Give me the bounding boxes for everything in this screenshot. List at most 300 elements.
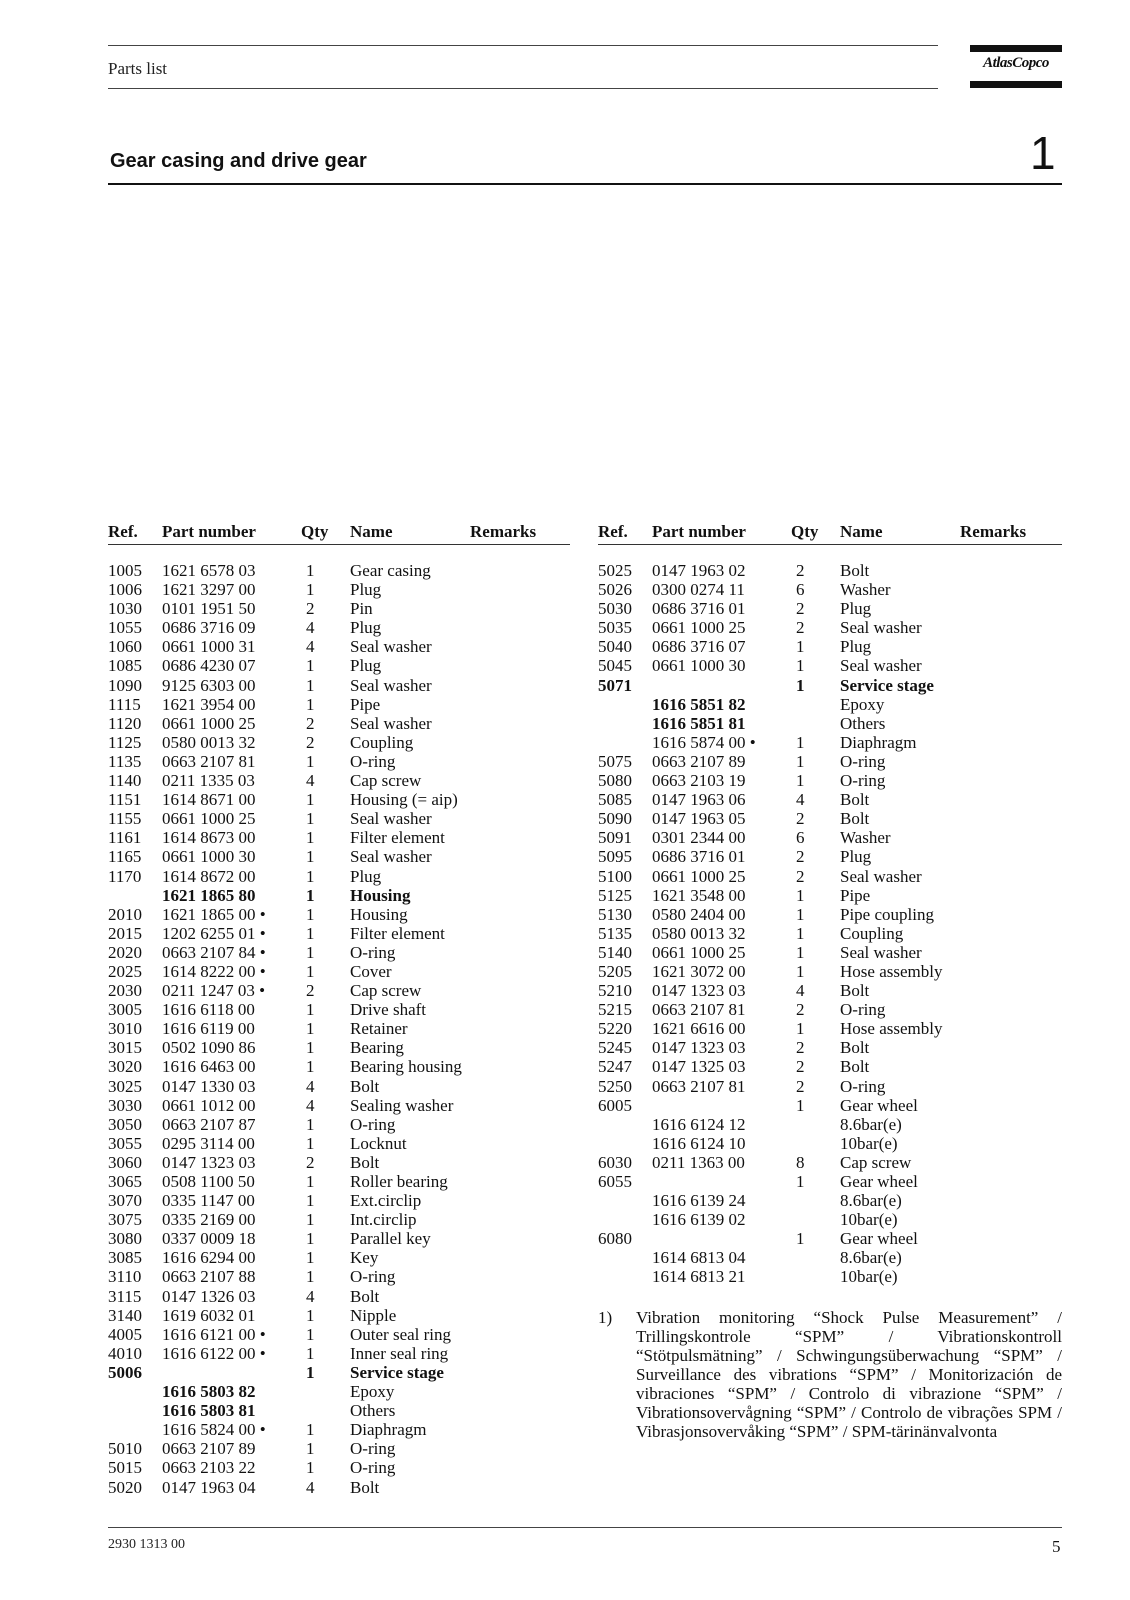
cell-ref: 2025 xyxy=(108,961,142,981)
cell-name: Others xyxy=(350,1401,396,1421)
table-row xyxy=(108,1325,570,1344)
cell-name: Housing (= aip) xyxy=(350,790,458,810)
table-row xyxy=(598,867,1062,886)
cell-qty: 1 xyxy=(796,1095,805,1115)
cell-part-number: 0661 1000 31 xyxy=(162,637,256,657)
cell-ref: 1125 xyxy=(108,732,142,752)
cell-part-number: 1621 3072 00 xyxy=(652,961,746,981)
cell-qty: 1 xyxy=(796,751,805,771)
cell-part-number: 0580 0013 32 xyxy=(162,732,256,752)
cell-name: Seal washer xyxy=(840,656,922,676)
cell-ref: 6055 xyxy=(598,1172,632,1191)
cell-qty: 1 xyxy=(306,561,315,580)
cell-part-number: 0663 2107 81 xyxy=(652,1000,746,1020)
cell-ref: 4010 xyxy=(108,1343,142,1363)
table-row xyxy=(108,771,570,790)
cell-name: Locknut xyxy=(350,1133,407,1153)
cell-part-number: 0337 0009 18 xyxy=(162,1229,256,1249)
cell-name: Bolt xyxy=(840,561,870,580)
cell-part-number: 0663 2107 89 xyxy=(652,751,746,771)
cell-part-number: 1614 8671 00 xyxy=(162,790,256,810)
cell-qty: 1 xyxy=(306,1229,315,1249)
table-row xyxy=(108,676,570,695)
cell-ref: 3140 xyxy=(108,1305,142,1325)
cell-name: Ext.circlip xyxy=(350,1191,422,1211)
cell-name: Bolt xyxy=(840,790,870,810)
cell-qty: 2 xyxy=(796,618,805,638)
table-row xyxy=(108,1172,570,1191)
table-row xyxy=(108,905,570,924)
cell-ref: 1155 xyxy=(108,809,142,829)
logo-bar-bottom xyxy=(970,81,1062,88)
table-row xyxy=(598,828,1062,847)
cell-ref: 3005 xyxy=(108,1000,142,1020)
cell-name: Seal washer xyxy=(840,618,922,638)
cell-name: Plug xyxy=(350,656,382,676)
cell-ref: 3115 xyxy=(108,1286,142,1306)
cell-name: Bearing housing xyxy=(350,1057,462,1077)
cell-qty: 1 xyxy=(306,1324,315,1344)
cell-name: Drive shaft xyxy=(350,1000,427,1020)
cell-ref: 3110 xyxy=(108,1267,142,1287)
cell-qty: 1 xyxy=(796,1019,805,1039)
cell-name: Service stage xyxy=(840,675,934,695)
cell-name: Plug xyxy=(350,580,382,600)
table-row xyxy=(598,1248,1062,1267)
cell-qty: 4 xyxy=(796,981,805,1001)
table-row xyxy=(108,1229,570,1248)
cell-qty: 1 xyxy=(306,866,315,886)
table-header xyxy=(598,522,1062,545)
table-row xyxy=(108,981,570,1000)
cell-ref: 5135 xyxy=(598,923,632,943)
cell-part-number: 0335 1147 00 xyxy=(162,1191,255,1211)
cell-qty: 1 xyxy=(306,580,315,600)
table-row xyxy=(108,580,570,599)
header-qty: Qty xyxy=(791,522,819,541)
cell-name: Diaphragm xyxy=(350,1420,427,1440)
cell-part-number: 1614 8222 00 • xyxy=(162,961,266,981)
cell-part-number: 0686 3716 01 xyxy=(652,847,746,867)
logo-text: AtlasCopco xyxy=(983,55,1049,71)
cell-ref: 1120 xyxy=(108,713,142,733)
cell-name: Bearing xyxy=(350,1038,404,1058)
cell-ref: 5025 xyxy=(598,561,632,580)
cell-part-number: 0211 1363 00 xyxy=(652,1152,745,1172)
cell-part-number: 1616 6463 00 xyxy=(162,1057,256,1077)
cell-ref: 1030 xyxy=(108,599,142,619)
cell-part-number: 0663 2103 22 xyxy=(162,1458,256,1478)
table-row xyxy=(598,1267,1062,1286)
cell-name: Seal washer xyxy=(840,942,922,962)
table-row xyxy=(108,886,570,905)
cell-part-number: 0686 3716 09 xyxy=(162,618,256,638)
cell-qty: 1 xyxy=(306,1420,315,1440)
cell-qty: 2 xyxy=(796,599,805,619)
cell-name: O-ring xyxy=(350,1114,396,1134)
header-section: Parts list xyxy=(108,59,168,78)
cell-qty: 1 xyxy=(306,675,315,695)
table-row xyxy=(598,1210,1062,1229)
cell-ref: 1085 xyxy=(108,656,142,676)
cell-ref: 3055 xyxy=(108,1133,142,1153)
cell-qty: 1 xyxy=(306,1172,315,1191)
cell-ref: 5125 xyxy=(598,885,632,905)
cell-qty: 1 xyxy=(306,1267,315,1287)
cell-qty: 1 xyxy=(796,675,805,695)
cell-ref: 5045 xyxy=(598,656,632,676)
cell-ref: 6030 xyxy=(598,1152,632,1172)
cell-name: Seal washer xyxy=(350,675,432,695)
cell-ref: 1135 xyxy=(108,751,142,771)
table-row xyxy=(108,1458,570,1477)
cell-name: Inner seal ring xyxy=(350,1343,449,1363)
cell-qty: 1 xyxy=(306,904,315,924)
cell-part-number: 1616 6139 02 xyxy=(652,1210,746,1230)
table-row xyxy=(108,1439,570,1458)
cell-ref: 5030 xyxy=(598,599,632,619)
cell-qty: 6 xyxy=(796,828,805,848)
title-rule xyxy=(108,183,1062,185)
cell-name: 10bar(e) xyxy=(840,1267,898,1287)
table-row xyxy=(108,943,570,962)
cell-name: Epoxy xyxy=(350,1382,395,1402)
cell-qty: 2 xyxy=(306,713,315,733)
cell-name: O-ring xyxy=(840,1076,886,1096)
cell-name: Gear casing xyxy=(350,561,431,580)
cell-ref: 5075 xyxy=(598,751,632,771)
cell-part-number: 1621 6616 00 xyxy=(652,1019,746,1039)
cell-qty: 1 xyxy=(796,656,805,676)
cell-qty: 1 xyxy=(796,732,805,752)
cell-name: Bolt xyxy=(840,1057,870,1077)
cell-qty: 2 xyxy=(796,1076,805,1096)
table-row xyxy=(598,1096,1062,1115)
table-row xyxy=(108,1420,570,1439)
table-row xyxy=(598,656,1062,675)
cell-qty: 1 xyxy=(306,847,315,867)
cell-part-number: 0335 2169 00 xyxy=(162,1210,256,1230)
cell-part-number: 9125 6303 00 xyxy=(162,675,256,695)
table-row xyxy=(108,714,570,733)
table-row xyxy=(108,599,570,618)
cell-ref: 5040 xyxy=(598,637,632,657)
cell-ref: 3020 xyxy=(108,1057,142,1077)
cell-qty: 1 xyxy=(796,637,805,657)
cell-part-number: 1616 6124 10 xyxy=(652,1133,746,1153)
cell-qty: 1 xyxy=(796,904,805,924)
cell-ref: 1090 xyxy=(108,675,142,695)
cell-name: 8.6bar(e) xyxy=(840,1114,902,1134)
table-row xyxy=(108,1344,570,1363)
table-row xyxy=(108,618,570,637)
cell-name: Washer xyxy=(840,828,891,848)
footnote-number: 1) xyxy=(598,1308,613,1327)
cell-qty: 2 xyxy=(306,599,315,619)
table-row xyxy=(108,1401,570,1420)
cell-part-number: 0686 4230 07 xyxy=(162,656,256,676)
table-row xyxy=(108,790,570,809)
cell-ref: 5015 xyxy=(108,1458,142,1478)
cell-ref: 5100 xyxy=(598,866,632,886)
cell-ref: 3050 xyxy=(108,1114,142,1134)
cell-ref: 1006 xyxy=(108,580,142,600)
cell-part-number: 1614 8673 00 xyxy=(162,828,256,848)
cell-part-number: 0661 1000 30 xyxy=(162,847,256,867)
parts-table-left xyxy=(108,522,570,1497)
cell-part-number: 1616 5851 82 xyxy=(652,694,746,714)
table-row xyxy=(108,1210,570,1229)
cell-name: Filter element xyxy=(350,923,445,943)
cell-name: O-ring xyxy=(350,1439,396,1459)
footer-rule xyxy=(108,1527,1062,1528)
cell-part-number: 1616 6118 00 xyxy=(162,1000,255,1020)
table-row xyxy=(108,809,570,828)
cell-qty: 2 xyxy=(306,732,315,752)
cell-ref: 5020 xyxy=(108,1477,142,1497)
cell-ref: 1005 xyxy=(108,561,142,580)
cell-qty: 1 xyxy=(796,771,805,791)
cell-ref: 5215 xyxy=(598,1000,632,1020)
cell-part-number: 1202 6255 01 • xyxy=(162,923,266,943)
table-row xyxy=(598,809,1062,828)
table-row xyxy=(598,1191,1062,1210)
cell-part-number: 0686 3716 01 xyxy=(652,599,746,619)
cell-ref: 2030 xyxy=(108,981,142,1001)
cell-part-number: 1619 6032 01 xyxy=(162,1305,256,1325)
table-row xyxy=(108,1077,570,1096)
cell-qty: 1 xyxy=(306,961,315,981)
cell-ref: 5010 xyxy=(108,1439,142,1459)
cell-name: Hose assembly xyxy=(840,961,943,981)
cell-part-number: 1621 3954 00 xyxy=(162,694,256,714)
cell-name: Plug xyxy=(350,866,382,886)
cell-part-number: 0661 1012 00 xyxy=(162,1095,256,1115)
cell-qty: 1 xyxy=(306,885,315,905)
cell-part-number: 1614 6813 21 xyxy=(652,1267,746,1287)
cell-qty: 1 xyxy=(306,1248,315,1268)
cell-name: O-ring xyxy=(840,751,886,771)
cell-ref: 2010 xyxy=(108,904,142,924)
cell-part-number: 1614 6813 04 xyxy=(652,1248,746,1268)
cell-name: O-ring xyxy=(350,942,396,962)
header-rule-top xyxy=(108,45,938,46)
table-row xyxy=(598,905,1062,924)
header-part-number: Part number xyxy=(162,522,256,541)
cell-ref: 5095 xyxy=(598,847,632,867)
cell-name: Plug xyxy=(840,847,872,867)
header-ref: Ref. xyxy=(598,522,628,541)
cell-qty: 1 xyxy=(306,809,315,829)
cell-ref: 5205 xyxy=(598,961,632,981)
cell-qty: 6 xyxy=(796,580,805,600)
cell-name: Seal washer xyxy=(350,847,432,867)
cell-ref: 1161 xyxy=(108,828,142,848)
table-row xyxy=(108,695,570,714)
cell-qty: 1 xyxy=(306,1019,315,1039)
table-row xyxy=(598,1134,1062,1153)
cell-qty: 2 xyxy=(306,981,315,1001)
header-part-number: Part number xyxy=(652,522,746,541)
table-row xyxy=(108,1248,570,1267)
table-row xyxy=(108,1153,570,1172)
header-ref: Ref. xyxy=(108,522,138,541)
table-row xyxy=(598,561,1062,580)
table-row xyxy=(108,924,570,943)
cell-part-number: 0580 2404 00 xyxy=(652,904,746,924)
table-row xyxy=(108,752,570,771)
cell-ref: 5026 xyxy=(598,580,632,600)
cell-name: Gear wheel xyxy=(840,1172,918,1191)
cell-part-number: 1621 1865 00 • xyxy=(162,904,266,924)
page-title: Gear casing and drive gear xyxy=(110,150,367,172)
cell-name: Retainer xyxy=(350,1019,408,1039)
cell-ref: 5091 xyxy=(598,828,632,848)
cell-qty: 4 xyxy=(306,1477,315,1497)
cell-name: Seal washer xyxy=(350,809,432,829)
chapter-number: 1 xyxy=(1030,127,1056,179)
cell-part-number: 0147 1323 03 xyxy=(162,1152,256,1172)
cell-part-number: 1616 6124 12 xyxy=(652,1114,746,1134)
cell-qty: 1 xyxy=(796,1229,805,1249)
header-remarks: Remarks xyxy=(960,522,1027,541)
cell-ref: 5245 xyxy=(598,1038,632,1058)
table-row xyxy=(108,1478,570,1497)
cell-qty: 2 xyxy=(796,561,805,580)
cell-part-number: 0101 1951 50 xyxy=(162,599,256,619)
header-name: Name xyxy=(350,522,393,541)
cell-name: Int.circlip xyxy=(350,1210,417,1230)
cell-name: O-ring xyxy=(350,1458,396,1478)
table-row xyxy=(108,867,570,886)
cell-name: Bolt xyxy=(350,1152,380,1172)
table-row xyxy=(598,771,1062,790)
cell-part-number: 0663 2107 81 xyxy=(162,751,256,771)
table-row xyxy=(108,1267,570,1286)
header-remarks: Remarks xyxy=(470,522,537,541)
cell-name: Bolt xyxy=(840,809,870,829)
cell-name: Coupling xyxy=(840,923,904,943)
cell-ref: 5210 xyxy=(598,981,632,1001)
table-body xyxy=(598,561,1062,1287)
cell-qty: 1 xyxy=(306,1458,315,1478)
table-row xyxy=(598,886,1062,905)
cell-qty: 1 xyxy=(306,1439,315,1459)
cell-ref: 1060 xyxy=(108,637,142,657)
cell-name: 10bar(e) xyxy=(840,1133,898,1153)
table-row xyxy=(108,637,570,656)
cell-name: O-ring xyxy=(350,1267,396,1287)
cell-part-number: 0661 1000 25 xyxy=(652,866,746,886)
cell-part-number: 1616 5824 00 • xyxy=(162,1420,266,1440)
cell-name: Pipe coupling xyxy=(840,904,934,924)
cell-name: Plug xyxy=(350,618,382,638)
cell-part-number: 0663 2107 88 xyxy=(162,1267,256,1287)
table-row xyxy=(108,1019,570,1038)
parts-table-right xyxy=(598,522,1062,1287)
cell-ref: 5035 xyxy=(598,618,632,638)
cell-part-number: 0661 1000 25 xyxy=(162,713,256,733)
cell-name: Coupling xyxy=(350,732,414,752)
cell-qty: 1 xyxy=(306,942,315,962)
cell-name: Seal washer xyxy=(350,637,432,657)
cell-part-number: 0211 1335 03 xyxy=(162,771,255,791)
cell-name: Others xyxy=(840,713,886,733)
cell-part-number: 0508 1100 50 xyxy=(162,1172,255,1191)
cell-qty: 2 xyxy=(796,1000,805,1020)
cell-name: Housing xyxy=(350,904,408,924)
cell-name: Bolt xyxy=(840,1038,870,1058)
cell-qty: 1 xyxy=(306,1133,315,1153)
cell-ref: 3080 xyxy=(108,1229,142,1249)
table-row xyxy=(598,1172,1062,1191)
cell-name: Plug xyxy=(840,599,872,619)
cell-part-number: 1621 1865 80 xyxy=(162,885,256,905)
cell-name: Washer xyxy=(840,580,891,600)
table-row xyxy=(598,714,1062,733)
table-row xyxy=(598,790,1062,809)
cell-part-number: 0147 1963 06 xyxy=(652,790,746,810)
cell-ref: 2020 xyxy=(108,942,142,962)
cell-qty: 1 xyxy=(306,923,315,943)
header-name: Name xyxy=(840,522,883,541)
cell-part-number: 0147 1963 02 xyxy=(652,561,746,580)
table-row xyxy=(598,752,1062,771)
cell-ref: 6080 xyxy=(598,1229,632,1249)
table-row xyxy=(598,1019,1062,1038)
cell-name: Key xyxy=(350,1248,379,1268)
cell-ref: 1055 xyxy=(108,618,142,638)
cell-qty: 1 xyxy=(796,942,805,962)
cell-part-number: 1616 6294 00 xyxy=(162,1248,256,1268)
table-row xyxy=(598,580,1062,599)
cell-ref: 3025 xyxy=(108,1076,142,1096)
cell-ref: 5071 xyxy=(598,675,632,695)
table-row xyxy=(598,1229,1062,1248)
cell-name: Hose assembly xyxy=(840,1019,943,1039)
table-row xyxy=(108,1306,570,1325)
cell-name: Pipe xyxy=(350,694,381,714)
cell-name: O-ring xyxy=(840,771,886,791)
cell-part-number: 0147 1330 03 xyxy=(162,1076,256,1096)
cell-name: Sealing washer xyxy=(350,1095,454,1115)
cell-part-number: 0663 2107 81 xyxy=(652,1076,746,1096)
table-row xyxy=(108,1115,570,1134)
cell-ref: 4005 xyxy=(108,1324,142,1344)
cell-ref: 6005 xyxy=(598,1095,632,1115)
cell-part-number: 1621 6578 03 xyxy=(162,561,256,580)
cell-part-number: 1616 5851 81 xyxy=(652,713,746,733)
table-row xyxy=(598,924,1062,943)
cell-qty: 4 xyxy=(306,771,315,791)
cell-part-number: 1616 5803 82 xyxy=(162,1382,256,1402)
cell-name: Service stage xyxy=(350,1362,444,1382)
table-row xyxy=(108,1057,570,1076)
cell-part-number: 0147 1325 03 xyxy=(652,1057,746,1077)
cell-qty: 2 xyxy=(796,1038,805,1058)
cell-name: Seal washer xyxy=(350,713,432,733)
cell-part-number: 1616 6119 00 xyxy=(162,1019,255,1039)
cell-qty: 2 xyxy=(796,1057,805,1077)
cell-part-number: 0661 1000 25 xyxy=(162,809,256,829)
cell-qty: 2 xyxy=(796,809,805,829)
table-row xyxy=(108,828,570,847)
cell-qty: 1 xyxy=(306,1191,315,1211)
table-row xyxy=(108,962,570,981)
cell-name: Seal washer xyxy=(840,866,922,886)
table-row xyxy=(108,1382,570,1401)
cell-part-number: 0147 1323 03 xyxy=(652,981,746,1001)
